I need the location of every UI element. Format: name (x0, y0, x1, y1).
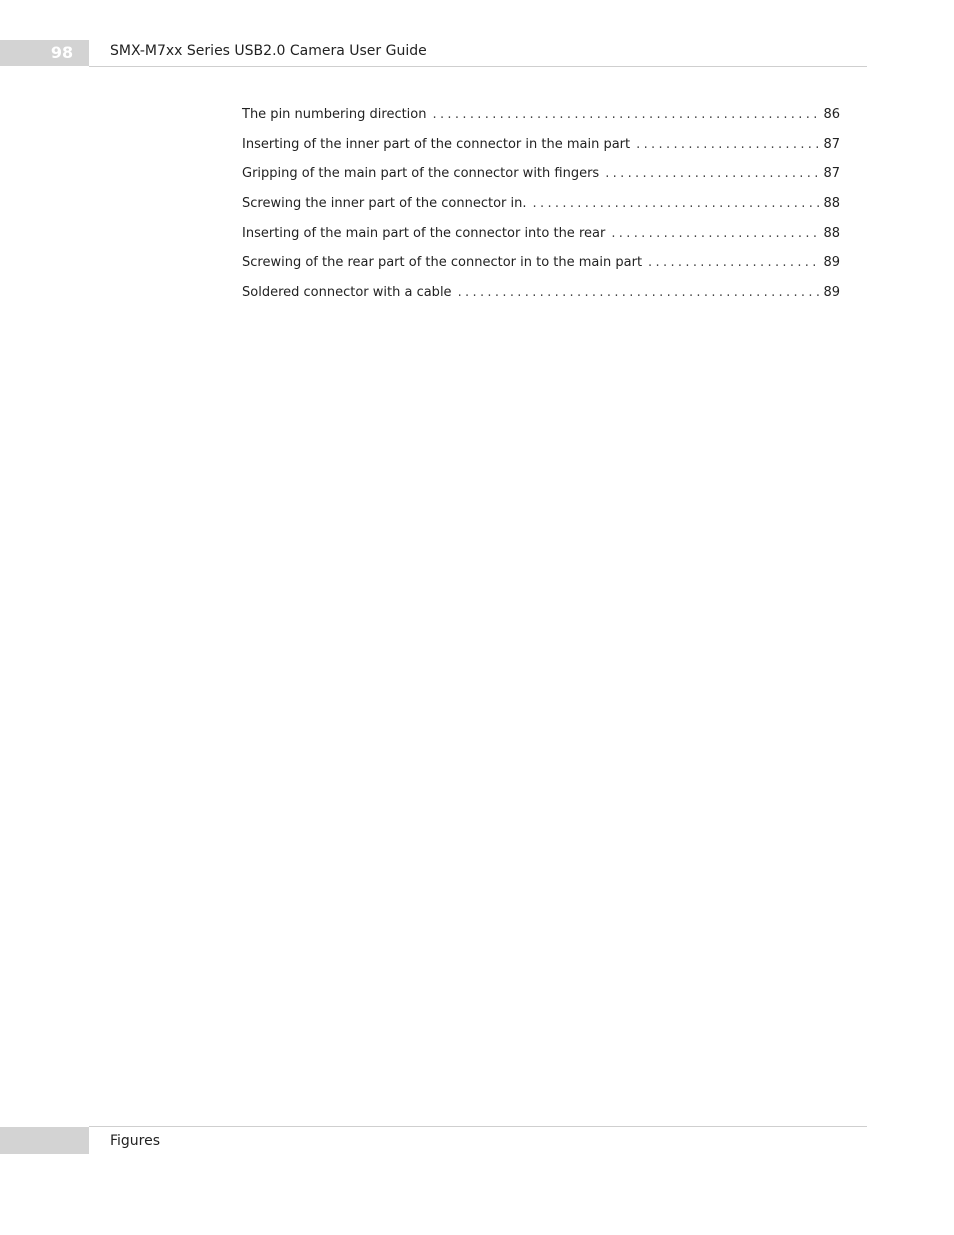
footer-divider (89, 1126, 867, 1127)
toc-entry[interactable] (242, 133, 840, 163)
dot-leader (648, 251, 819, 275)
toc-entry-title: Screwing of the rear part of the connector in to the main part (242, 255, 643, 271)
toc-entry[interactable] (242, 103, 840, 133)
toc-entry-title: Soldered connector with a cable (242, 285, 452, 301)
list-of-figures (242, 103, 840, 311)
dot-leader (458, 281, 820, 305)
footer-section-label: Figures (110, 1133, 161, 1149)
dot-leader (533, 192, 820, 216)
page-number: 98 (50, 43, 74, 62)
dot-leader (636, 133, 819, 157)
header-divider (89, 66, 867, 67)
toc-entry[interactable] (242, 222, 840, 252)
toc-entry[interactable] (242, 192, 840, 222)
toc-entry-title: Screwing the inner part of the connector in. (242, 196, 527, 212)
running-header-title: SMX-M7xx Series USB2.0 Camera User Guide (110, 43, 427, 59)
dot-leader (433, 103, 820, 127)
toc-entry-page: 87 (823, 136, 840, 152)
toc-entry-page: 89 (823, 255, 840, 271)
toc-entry-title: The pin numbering direction (242, 107, 427, 122)
toc-entry-title: Gripping of the main part of the connector with fingers (242, 166, 600, 182)
toc-entry-title: Inserting of the main part of the connector into the rear (242, 225, 606, 241)
toc-entry-title: Inserting of the inner part of the connector in the main part (242, 136, 631, 152)
toc-entry-page: 87 (823, 166, 840, 182)
toc-entry-page: 89 (823, 285, 840, 301)
dot-leader (611, 222, 819, 246)
toc-entry-page: 88 (823, 196, 840, 212)
toc-entry-page: 88 (823, 225, 840, 241)
footer-tab (0, 1127, 89, 1154)
toc-entry[interactable] (242, 251, 840, 281)
toc-entry-page: 86 (823, 107, 840, 122)
dot-leader (605, 162, 819, 186)
toc-entry[interactable] (242, 281, 840, 311)
toc-entry[interactable] (242, 162, 840, 192)
